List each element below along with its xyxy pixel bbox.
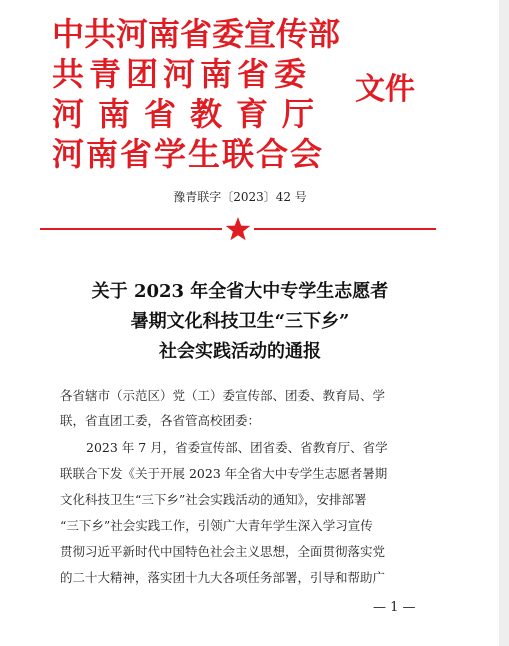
title-line: 关于 2023 年全省大中专学生志愿者 xyxy=(91,281,389,302)
issuer-name: 中共河南省委宣传部 xyxy=(52,15,341,53)
body-line: 文化科技卫生“三下乡”社会实践活动的通知》，安排部署 xyxy=(60,492,367,507)
body-line: 2023 年 7 月，省委宣传部、团省委、省教育厅、省学 xyxy=(86,440,388,455)
page-edge xyxy=(499,0,509,646)
title-line: 暑期文化科技卫生“三下乡” xyxy=(130,311,350,332)
body-line: 的二十大精神，落实团十九大各项任务部署，引导和帮助广 xyxy=(60,570,386,585)
issuer-name: 河南省教育厅 xyxy=(52,95,329,133)
body-line: “三下乡”社会实践工作，引领广大青年学生深入学习宣传 xyxy=(60,518,373,533)
star-icon xyxy=(225,216,251,242)
body-line: 联，省直团工委，各省管高校团委： xyxy=(60,413,261,428)
body-line: 各省辖市（示范区）党（工）委宣传部、团委、教育局、学 xyxy=(60,388,386,403)
issuer-name: 河南省学生联合会 xyxy=(52,135,325,173)
red-divider-right xyxy=(254,228,436,230)
body-line: 联联合下发《关于开展 2023 年全省大中专学生志愿者暑期 xyxy=(60,466,388,481)
red-divider-left xyxy=(40,228,222,230)
issuer-name: 共青团河南省委 xyxy=(52,55,312,93)
issuer-block xyxy=(52,14,340,174)
page-number: — 1 — xyxy=(373,600,416,615)
document-type-label: 文件 xyxy=(355,72,415,107)
document-number: 豫青联字〔2023〕42 号 xyxy=(173,190,307,204)
body-line: 贯彻习近平新时代中国特色社会主义思想，全面贯彻落实党 xyxy=(60,544,386,559)
title-line: 社会实践活动的通报 xyxy=(159,341,321,362)
